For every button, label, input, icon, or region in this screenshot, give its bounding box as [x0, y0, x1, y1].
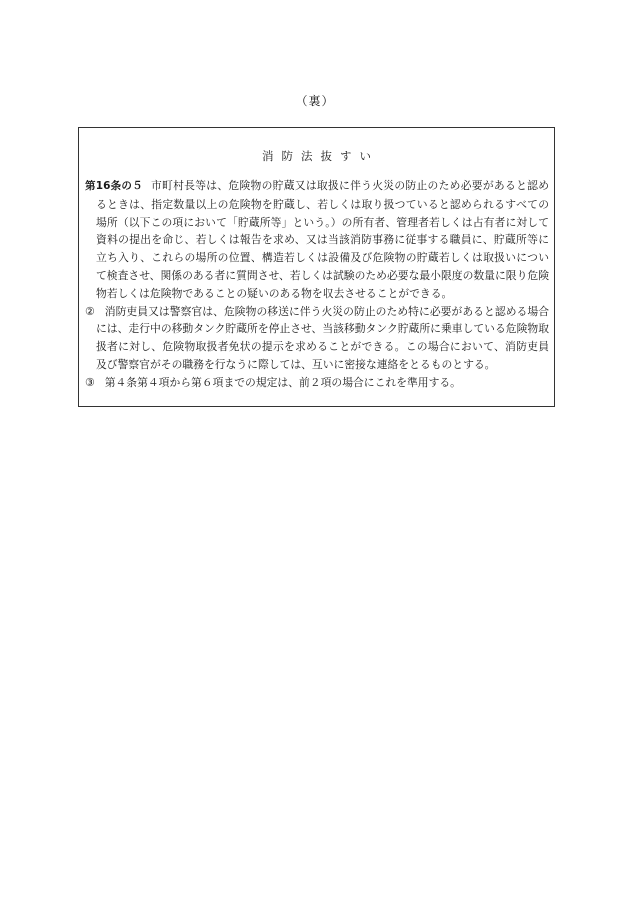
- page-side-label: （裏）: [295, 94, 335, 108]
- excerpt-title: 消防法抜すい: [262, 149, 379, 163]
- article-number: 第16条の５: [85, 180, 143, 192]
- article-body: [85, 177, 549, 392]
- law-excerpt-box: [78, 127, 555, 407]
- article-paragraph-3: [85, 374, 549, 392]
- paragraph-text: 第４条第４項から第６項までの規定は、前２項の場合にこれを準用する。: [104, 375, 461, 389]
- paragraph-number: ③: [85, 375, 95, 389]
- article-paragraph-2: [85, 303, 549, 374]
- article-paragraph-1: [85, 177, 549, 303]
- paragraph-text: 市町村長等は、危険物の貯蔵又は取扱に伴う火災の防止のため必要があると認めるときは、指定数量以上の危険物を貯蔵し、若しくは取り扱つていると認められるすべての場所（以下この項において「貯蔵所等」という。）の所有者、管理者若しくは占有者に対して資料の提出を命じ、若しくは報告を求め、又は当該消防事務に従事する職員に、貯蔵所等に立ち入り、これらの場所の位置、構造若しくは設備及び危険物の貯蔵若しくは取扱いについて検査させ、関係のある者に質問させ、若しくは試験のため必要な最小限度の数量に限り危険物若しくは危険物であることの疑いのある物を収去させることができる。: [96, 179, 549, 300]
- paragraph-number: ②: [85, 304, 95, 318]
- paragraph-text: 消防吏員又は警察官は、危険物の移送に伴う火災の防止のため特に必要があると認める場合には、走行中の移動タンク貯蔵所を停止させ、当該移動タンク貯蔵所に乗車している危険物取扱者に対し、危険物取扱者免状の提示を求めることができる。この場合において、消防吏員及び警察官がその職務を行なうに際しては、互いに密接な連絡をとるものとする。: [96, 304, 550, 371]
